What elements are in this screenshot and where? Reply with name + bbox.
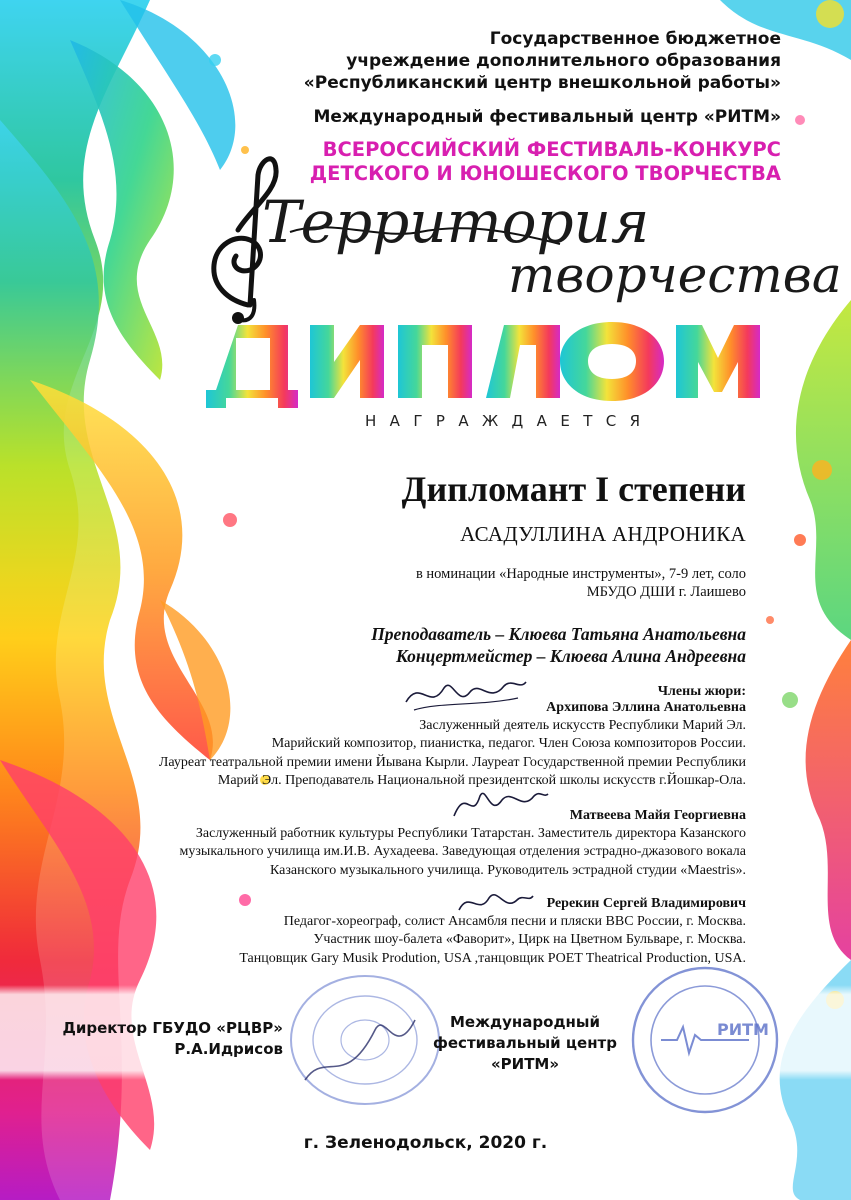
org-line-3: «Республиканский центр внешкольной работы» (303, 73, 781, 93)
jury-heading: Члены жюри: (657, 684, 746, 699)
jury-member-3-desc-line: Участник шоу-балета «Фаворит», Цирк на Цветном Бульваре, г. Москва. (313, 932, 746, 948)
festival-title (310, 138, 781, 186)
director-signature-block (62, 1018, 283, 1060)
jury-member-3-desc (239, 913, 746, 968)
jury-member-2-desc-line: Казанского музыкального училища. Руководитель эстрадной студии «Maestris». (269, 862, 746, 878)
center-line-1: Международный (450, 1013, 600, 1031)
center-line-3: «РИТМ» (490, 1055, 560, 1073)
jury-member-2-name: Матвеева Майя Георгиевна (569, 808, 746, 823)
diploma-word (210, 307, 785, 407)
director-name: Р.А.Идрисов (174, 1040, 283, 1058)
awarded-label: НАГРАЖДАЕТСЯ (365, 412, 654, 430)
recipient-name: АСАДУЛЛИНА АНДРОНИКА (460, 522, 746, 546)
director-title: Директор ГБУДО «РЦВР» (62, 1019, 283, 1037)
jury-member-2-desc-line: Заслуженный работник культуры Республики Татарстан. Заместитель директора Казанского (195, 826, 746, 841)
place-and-year: г. Зеленодольск, 2020 г. (303, 1133, 548, 1153)
jury-member-3-name: Ререкин Сергей Владимирович (546, 896, 746, 911)
jury-member-1-desc-line: Лауреат театральной премии имени Йывана Кырли. Лауреат Государственной премии Республики (158, 754, 746, 770)
jury-member-2-desc (180, 825, 746, 880)
nomination-line-2: МБУДО ДШИ г. Лаишево (586, 584, 746, 600)
teacher-line: Преподаватель – Клюева Татьяна Анатольевна (371, 624, 746, 644)
org-line-2: учреждение дополнительного образования (346, 51, 781, 71)
festival-line-2: ДЕТСКОГО И ЮНОШЕСКОГО ТВОРЧЕСТВА (309, 162, 781, 185)
center-signature-block (430, 1012, 620, 1075)
organization-block (304, 28, 781, 94)
jury-member-3-desc-line: Танцовщик Gary Musik Prodution, USA ,танцовщик POET Theatrical Production, USA. (239, 950, 746, 966)
jury-member-2-desc-line: музыкального училища им.И.В. Аухадеева. Заведующая отделения эстрадно-джазового вокала (179, 844, 746, 860)
org-line-1: Государственное бюджетное (489, 29, 781, 49)
festival-line-1: ВСЕРОССИЙСКИЙ ФЕСТИВАЛЬ-КОНКУРС (322, 138, 781, 161)
award-degree: Дипломант I степени (401, 469, 746, 509)
jury-member-1-desc-line: Марий Эл. Преподаватель Национальной президентской школы искусств г.Йошкар-Ола. (217, 772, 746, 788)
center-line-2: фестивальный центр (433, 1034, 617, 1052)
ritm-center-line: Международный фестивальный центр «РИТМ» (313, 107, 781, 127)
script-title-line-2: творчества (508, 246, 842, 304)
jury-member-3-desc-line: Педагог-хореограф, солист Ансамбля песни и пляски ВВС России, г. Москва. (283, 914, 746, 929)
teachers-block (371, 623, 746, 667)
ritm-stamp-logo: РИТМ (717, 1020, 769, 1039)
jury-member-1-desc-line: Заслуженный деятель искусств Республики Марий Эл. (419, 718, 746, 733)
nomination-line-1: в номинации «Народные инструменты», 7-9 лет, соло (415, 566, 746, 582)
jury-member-1-desc (159, 717, 746, 790)
jury-member-1-name: Архипова Эллина Анатольевна (546, 700, 746, 715)
jury-member-1-desc-line: Марийский композитор, пианистка, педагог. Член Союза композиторов России. (271, 736, 746, 752)
script-title-line-1: Территория (262, 188, 650, 256)
accompanist-line: Концертмейстер – Клюева Алина Андреевна (395, 646, 746, 666)
nomination-block (416, 565, 746, 601)
